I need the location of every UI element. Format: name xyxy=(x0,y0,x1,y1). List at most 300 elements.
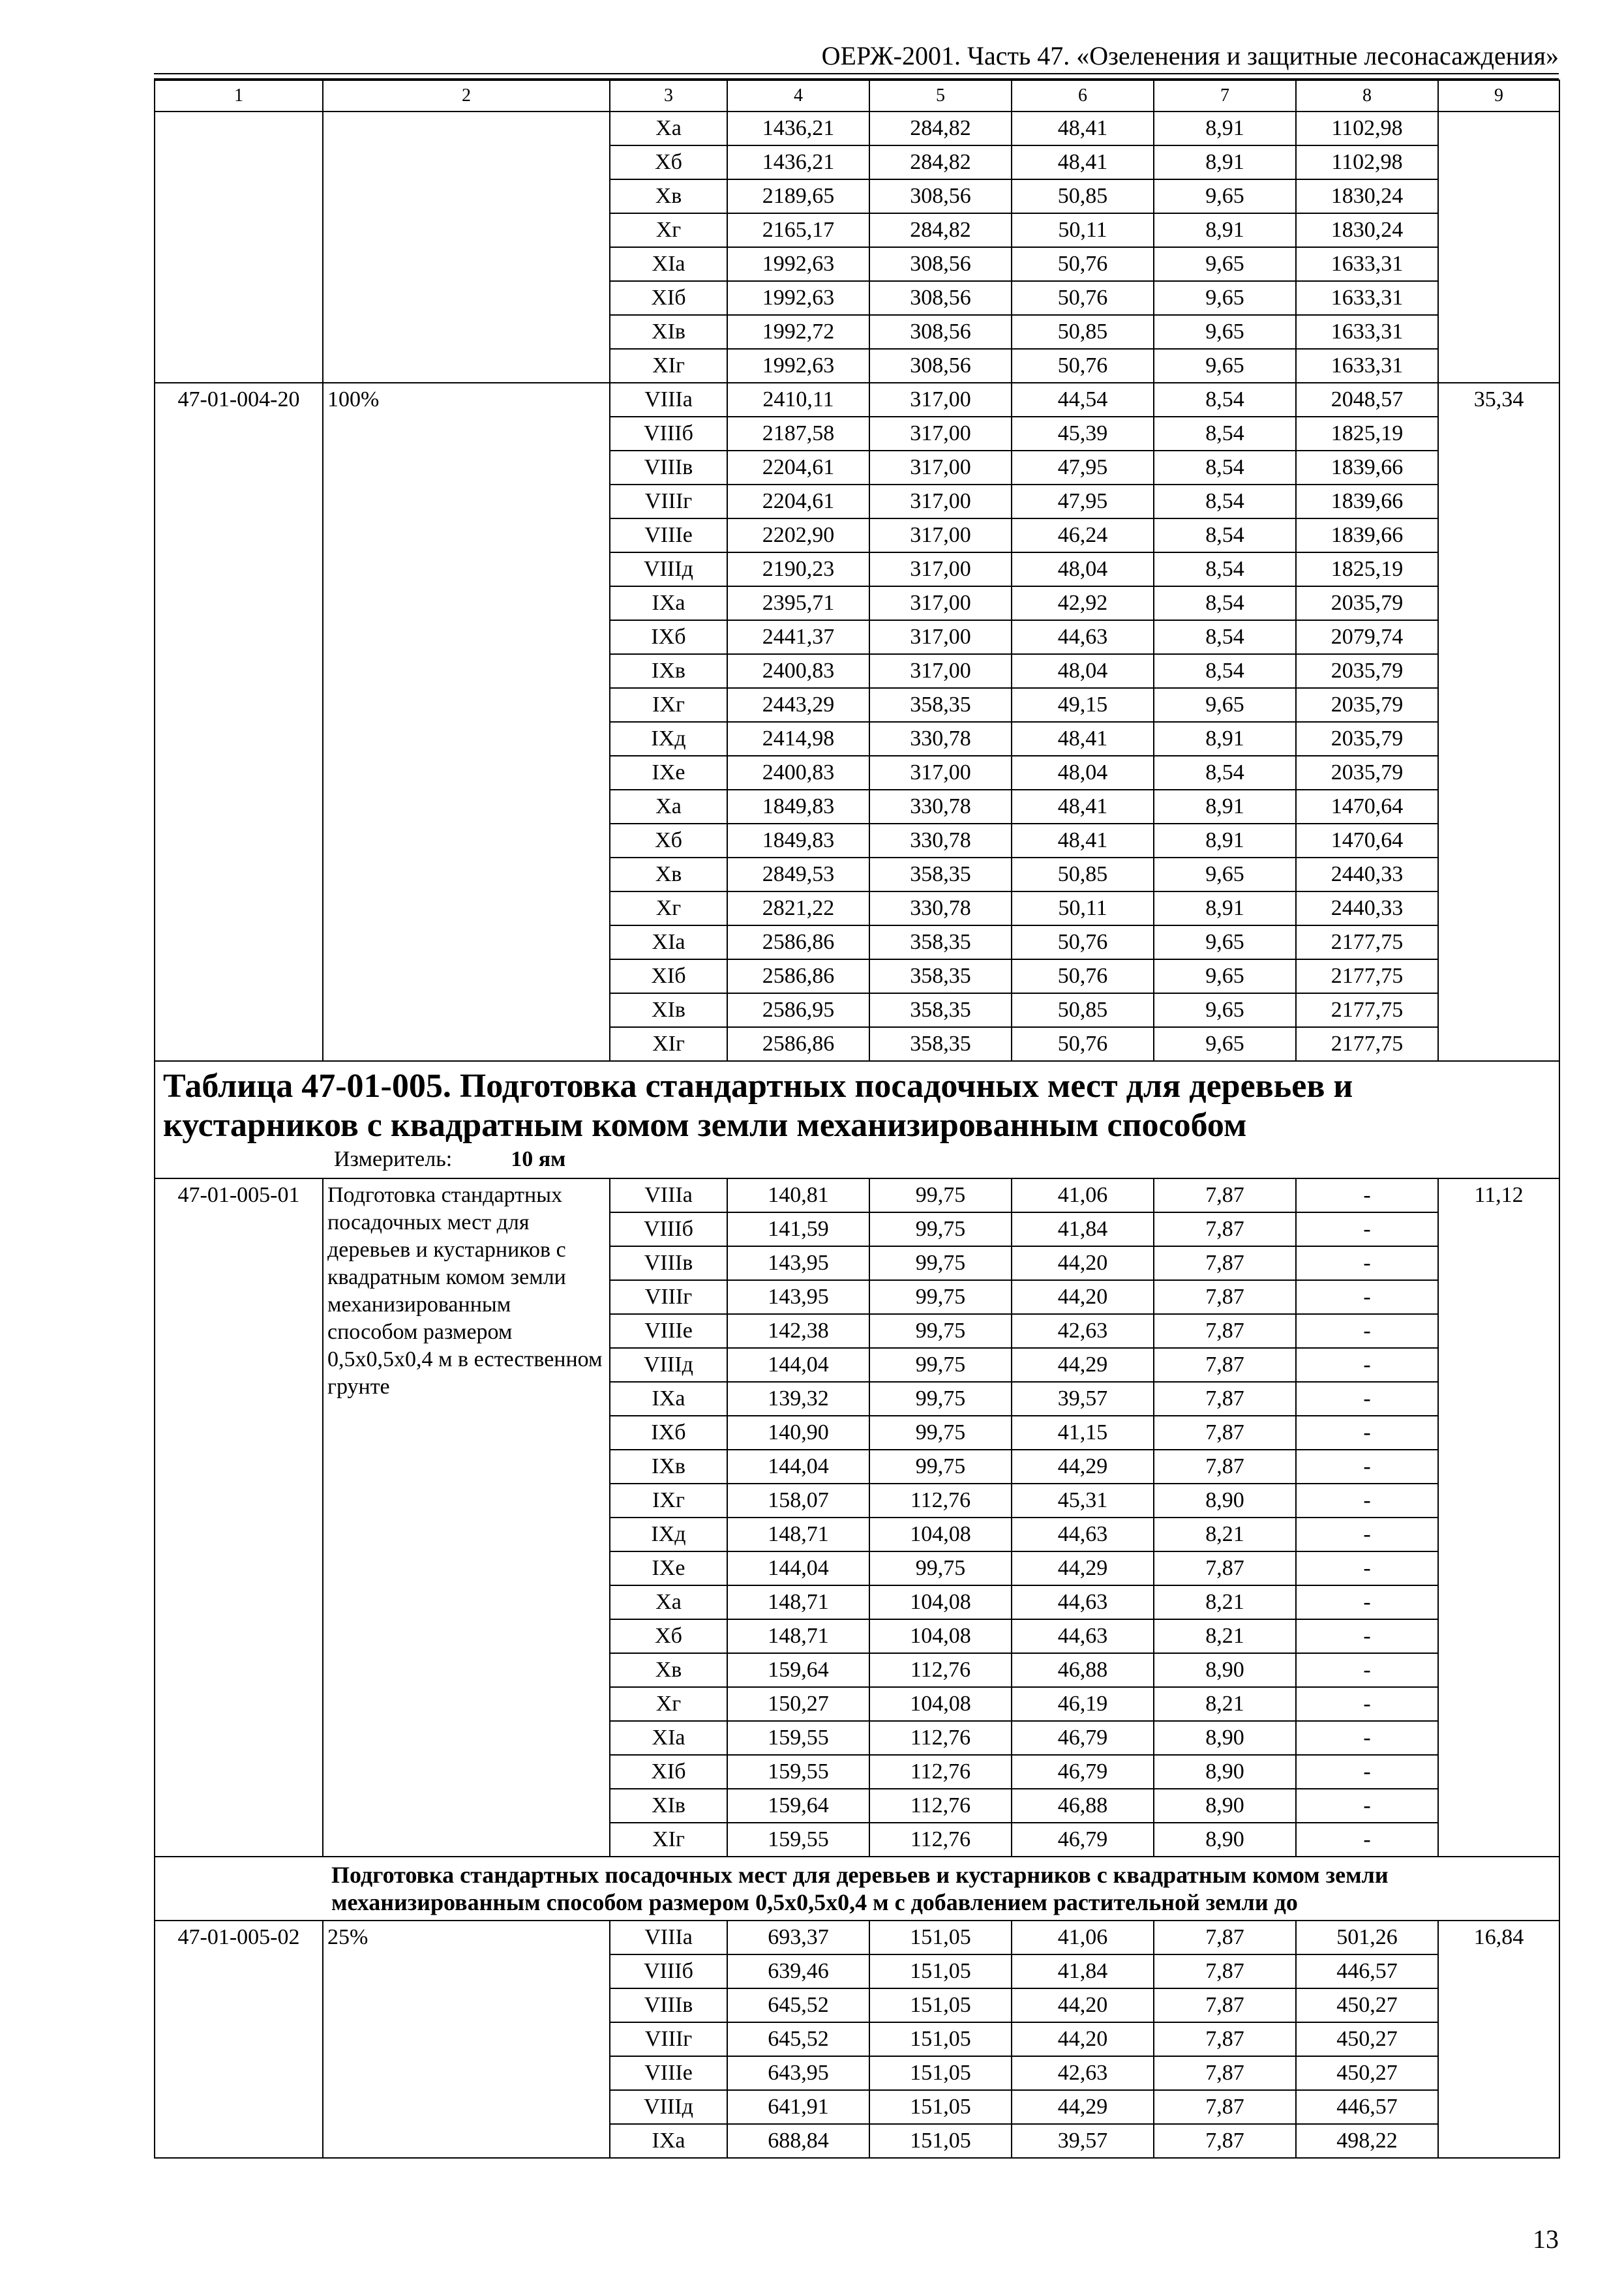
driver-wages-cell: 8,91 xyxy=(1154,145,1296,179)
total-cost-cell: 159,55 xyxy=(727,1823,869,1857)
materials-cell: 1633,31 xyxy=(1296,247,1438,281)
machinery-cell: 42,92 xyxy=(1012,586,1154,620)
total-cost-cell: 2443,29 xyxy=(727,688,869,722)
zone-cell: VIIIг xyxy=(610,1280,727,1314)
total-cost-cell: 639,46 xyxy=(727,1954,869,1988)
zone-cell: IXв xyxy=(610,1450,727,1484)
zone-cell: XIв xyxy=(610,993,727,1027)
machinery-cell: 41,84 xyxy=(1012,1212,1154,1246)
machinery-cell: 50,85 xyxy=(1012,993,1154,1027)
position-name: 100% xyxy=(323,383,610,1061)
materials-cell: 1825,19 xyxy=(1296,552,1438,586)
total-cost-cell: 2189,65 xyxy=(727,179,869,213)
total-cost-cell: 144,04 xyxy=(727,1551,869,1585)
materials-cell: 1102,98 xyxy=(1296,112,1438,145)
machinery-cell: 48,04 xyxy=(1012,552,1154,586)
driver-wages-cell: 7,87 xyxy=(1154,1450,1296,1484)
total-cost-cell: 2400,83 xyxy=(727,654,869,688)
total-cost-cell: 159,55 xyxy=(727,1755,869,1789)
machinery-cell: 44,20 xyxy=(1012,2022,1154,2056)
machinery-cell: 44,20 xyxy=(1012,1280,1154,1314)
wages-cell: 99,75 xyxy=(869,1314,1012,1348)
total-cost-cell: 148,71 xyxy=(727,1518,869,1551)
driver-wages-cell: 9,65 xyxy=(1154,315,1296,349)
materials-cell: - xyxy=(1296,1619,1438,1653)
machinery-cell: 46,79 xyxy=(1012,1721,1154,1755)
wages-cell: 112,76 xyxy=(869,1789,1012,1823)
wages-cell: 330,78 xyxy=(869,790,1012,824)
materials-cell: 2035,79 xyxy=(1296,586,1438,620)
driver-wages-cell: 9,65 xyxy=(1154,349,1296,383)
position-code: 47-01-005-02 xyxy=(155,1921,323,2158)
materials-cell: 1839,66 xyxy=(1296,451,1438,485)
wages-cell: 151,05 xyxy=(869,1954,1012,1988)
header-rule xyxy=(154,73,1559,74)
wages-cell: 99,75 xyxy=(869,1551,1012,1585)
wages-cell: 358,35 xyxy=(869,993,1012,1027)
total-cost-cell: 2821,22 xyxy=(727,891,869,925)
materials-cell: 1825,19 xyxy=(1296,417,1438,451)
machinery-cell: 44,29 xyxy=(1012,1348,1154,1382)
total-cost-cell: 142,38 xyxy=(727,1314,869,1348)
total-cost-cell: 2586,95 xyxy=(727,993,869,1027)
wages-cell: 151,05 xyxy=(869,1921,1012,1954)
total-cost-cell: 148,71 xyxy=(727,1619,869,1653)
zone-cell: Xа xyxy=(610,1585,727,1619)
driver-wages-cell: 8,21 xyxy=(1154,1619,1296,1653)
total-cost-cell: 2849,53 xyxy=(727,858,869,891)
machinery-cell: 46,79 xyxy=(1012,1755,1154,1789)
wages-cell: 104,08 xyxy=(869,1518,1012,1551)
zone-cell: Xб xyxy=(610,145,727,179)
materials-cell: 2177,75 xyxy=(1296,1027,1438,1061)
wages-cell: 284,82 xyxy=(869,213,1012,247)
wages-cell: 308,56 xyxy=(869,349,1012,383)
wages-cell: 99,75 xyxy=(869,1280,1012,1314)
total-cost-cell: 2204,61 xyxy=(727,451,869,485)
materials-cell: 446,57 xyxy=(1296,2090,1438,2124)
total-cost-cell: 159,55 xyxy=(727,1721,869,1755)
materials-cell: 1830,24 xyxy=(1296,179,1438,213)
zone-cell: Xг xyxy=(610,891,727,925)
wages-cell: 308,56 xyxy=(869,247,1012,281)
wages-cell: 284,82 xyxy=(869,112,1012,145)
total-cost-cell: 688,84 xyxy=(727,2124,869,2158)
materials-cell: 1839,66 xyxy=(1296,518,1438,552)
driver-wages-cell: 7,87 xyxy=(1154,1212,1296,1246)
column-number: 5 xyxy=(869,80,1012,112)
machinery-cell: 50,11 xyxy=(1012,213,1154,247)
wages-cell: 151,05 xyxy=(869,2090,1012,2124)
materials-cell: 2035,79 xyxy=(1296,688,1438,722)
wages-cell: 112,76 xyxy=(869,1653,1012,1687)
machinery-cell: 41,15 xyxy=(1012,1416,1154,1450)
wages-cell: 317,00 xyxy=(869,485,1012,518)
driver-wages-cell: 8,90 xyxy=(1154,1484,1296,1518)
driver-wages-cell: 9,65 xyxy=(1154,1027,1296,1061)
wages-cell: 99,75 xyxy=(869,1382,1012,1416)
driver-wages-cell: 9,65 xyxy=(1154,247,1296,281)
materials-cell: - xyxy=(1296,1653,1438,1687)
driver-wages-cell: 8,54 xyxy=(1154,518,1296,552)
zone-cell: IXд xyxy=(610,722,727,756)
wages-cell: 99,75 xyxy=(869,1246,1012,1280)
materials-cell: 450,27 xyxy=(1296,2056,1438,2090)
total-cost-cell: 1992,63 xyxy=(727,281,869,315)
total-cost-cell: 150,27 xyxy=(727,1687,869,1721)
machinery-cell: 41,06 xyxy=(1012,1921,1154,1954)
zone-cell: VIIIб xyxy=(610,417,727,451)
machinery-cell: 48,41 xyxy=(1012,824,1154,858)
materials-cell: 1633,31 xyxy=(1296,349,1438,383)
driver-wages-cell: 7,87 xyxy=(1154,1416,1296,1450)
wages-cell: 330,78 xyxy=(869,891,1012,925)
materials-cell: 2048,57 xyxy=(1296,383,1438,417)
materials-cell: - xyxy=(1296,1721,1438,1755)
zone-cell: XIг xyxy=(610,349,727,383)
labor-cost xyxy=(1438,112,1559,383)
materials-cell: 1633,31 xyxy=(1296,281,1438,315)
machinery-cell: 44,29 xyxy=(1012,2090,1154,2124)
materials-cell: - xyxy=(1296,1755,1438,1789)
materials-cell: - xyxy=(1296,1687,1438,1721)
zone-cell: VIIIа xyxy=(610,1921,727,1954)
zone-cell: Xв xyxy=(610,179,727,213)
column-number: 1 xyxy=(155,80,323,112)
total-cost-cell: 143,95 xyxy=(727,1280,869,1314)
column-number: 8 xyxy=(1296,80,1438,112)
total-cost-cell: 159,64 xyxy=(727,1789,869,1823)
total-cost-cell: 2410,11 xyxy=(727,383,869,417)
zone-cell: IXе xyxy=(610,756,727,790)
wages-cell: 358,35 xyxy=(869,959,1012,993)
zone-cell: VIIIе xyxy=(610,518,727,552)
driver-wages-cell: 9,65 xyxy=(1154,688,1296,722)
total-cost-cell: 2204,61 xyxy=(727,485,869,518)
machinery-cell: 44,29 xyxy=(1012,1551,1154,1585)
wages-cell: 112,76 xyxy=(869,1755,1012,1789)
driver-wages-cell: 8,90 xyxy=(1154,1789,1296,1823)
wages-cell: 308,56 xyxy=(869,315,1012,349)
zone-cell: VIIIг xyxy=(610,2022,727,2056)
table-title xyxy=(155,1061,1559,1178)
position-code: 47-01-005-01 xyxy=(155,1178,323,1857)
zone-cell: IXб xyxy=(610,620,727,654)
machinery-cell: 44,63 xyxy=(1012,1518,1154,1551)
total-cost-cell: 641,91 xyxy=(727,2090,869,2124)
driver-wages-cell: 7,87 xyxy=(1154,2022,1296,2056)
machinery-cell: 49,15 xyxy=(1012,688,1154,722)
materials-cell: - xyxy=(1296,1518,1438,1551)
machinery-cell: 50,76 xyxy=(1012,247,1154,281)
driver-wages-cell: 8,21 xyxy=(1154,1687,1296,1721)
zone-cell: Xа xyxy=(610,790,727,824)
wages-cell: 308,56 xyxy=(869,179,1012,213)
driver-wages-cell: 8,90 xyxy=(1154,1823,1296,1857)
driver-wages-cell: 8,54 xyxy=(1154,417,1296,451)
materials-cell: - xyxy=(1296,1484,1438,1518)
wages-cell: 330,78 xyxy=(869,824,1012,858)
machinery-cell: 50,85 xyxy=(1012,858,1154,891)
zone-cell: Xв xyxy=(610,858,727,891)
machinery-cell: 46,24 xyxy=(1012,518,1154,552)
table-title-row xyxy=(155,1061,1559,1178)
zone-cell: VIIIв xyxy=(610,1988,727,2022)
table-row xyxy=(155,383,1559,417)
price-table xyxy=(154,80,1560,2159)
total-cost-cell: 158,07 xyxy=(727,1484,869,1518)
machinery-cell: 50,11 xyxy=(1012,891,1154,925)
zone-cell: XIб xyxy=(610,959,727,993)
zone-cell: VIIIб xyxy=(610,1954,727,1988)
unit-label: Измеритель: xyxy=(334,1147,453,1171)
zone-cell: IXг xyxy=(610,688,727,722)
column-number: 4 xyxy=(727,80,869,112)
total-cost-cell: 140,81 xyxy=(727,1178,869,1212)
wages-cell: 99,75 xyxy=(869,1416,1012,1450)
zone-cell: IXг xyxy=(610,1484,727,1518)
machinery-cell: 44,63 xyxy=(1012,620,1154,654)
wages-cell: 104,08 xyxy=(869,1585,1012,1619)
materials-cell: 450,27 xyxy=(1296,2022,1438,2056)
machinery-cell: 44,20 xyxy=(1012,1988,1154,2022)
driver-wages-cell: 7,87 xyxy=(1154,1314,1296,1348)
total-cost-cell: 2202,90 xyxy=(727,518,869,552)
materials-cell: 1633,31 xyxy=(1296,315,1438,349)
driver-wages-cell: 9,65 xyxy=(1154,281,1296,315)
machinery-cell: 41,06 xyxy=(1012,1178,1154,1212)
driver-wages-cell: 8,91 xyxy=(1154,824,1296,858)
wages-cell: 317,00 xyxy=(869,552,1012,586)
driver-wages-cell: 8,21 xyxy=(1154,1518,1296,1551)
materials-cell: 1470,64 xyxy=(1296,824,1438,858)
machinery-cell: 46,88 xyxy=(1012,1789,1154,1823)
total-cost-cell: 1849,83 xyxy=(727,790,869,824)
machinery-cell: 39,57 xyxy=(1012,2124,1154,2158)
total-cost-cell: 2165,17 xyxy=(727,213,869,247)
driver-wages-cell: 8,91 xyxy=(1154,722,1296,756)
materials-cell: - xyxy=(1296,1551,1438,1585)
table-row xyxy=(155,112,1559,145)
materials-cell: 2035,79 xyxy=(1296,654,1438,688)
wages-cell: 358,35 xyxy=(869,925,1012,959)
total-cost-cell: 159,64 xyxy=(727,1653,869,1687)
driver-wages-cell: 7,87 xyxy=(1154,1551,1296,1585)
unit-line xyxy=(334,1145,1551,1174)
materials-cell: - xyxy=(1296,1789,1438,1823)
position-code: 47-01-004-20 xyxy=(155,383,323,1061)
column-number: 9 xyxy=(1438,80,1559,112)
driver-wages-cell: 8,90 xyxy=(1154,1755,1296,1789)
total-cost-cell: 2414,98 xyxy=(727,722,869,756)
wages-cell: 358,35 xyxy=(869,1027,1012,1061)
wages-cell: 112,76 xyxy=(869,1823,1012,1857)
driver-wages-cell: 7,87 xyxy=(1154,2056,1296,2090)
zone-cell: VIIIв xyxy=(610,451,727,485)
materials-cell: - xyxy=(1296,1450,1438,1484)
total-cost-cell: 1849,83 xyxy=(727,824,869,858)
page-number: 13 xyxy=(1533,2224,1559,2254)
driver-wages-cell: 7,87 xyxy=(1154,1921,1296,1954)
materials-cell: 498,22 xyxy=(1296,2124,1438,2158)
materials-cell: - xyxy=(1296,1280,1438,1314)
total-cost-cell: 1992,72 xyxy=(727,315,869,349)
machinery-cell: 41,84 xyxy=(1012,1954,1154,1988)
total-cost-cell: 645,52 xyxy=(727,1988,869,2022)
wages-cell: 112,76 xyxy=(869,1484,1012,1518)
wages-cell: 317,00 xyxy=(869,586,1012,620)
zone-cell: XIа xyxy=(610,925,727,959)
column-number: 2 xyxy=(323,80,610,112)
driver-wages-cell: 9,65 xyxy=(1154,858,1296,891)
machinery-cell: 47,95 xyxy=(1012,485,1154,518)
table-title-text: Таблица 47-01-005. Подготовка стандартных посадочных мест для деревьев и кустарников с квадратным комом земли механизированным способом xyxy=(163,1068,1353,1144)
zone-cell: XIв xyxy=(610,1789,727,1823)
machinery-cell: 47,95 xyxy=(1012,451,1154,485)
machinery-cell: 45,39 xyxy=(1012,417,1154,451)
materials-cell: 1470,64 xyxy=(1296,790,1438,824)
driver-wages-cell: 9,65 xyxy=(1154,993,1296,1027)
zone-cell: VIIIе xyxy=(610,2056,727,2090)
zone-cell: IXв xyxy=(610,654,727,688)
total-cost-cell: 1436,21 xyxy=(727,112,869,145)
running-header: ОЕРЖ-2001. Часть 47. «Озеленения и защитные лесонасаждения» xyxy=(821,41,1559,70)
wages-cell: 151,05 xyxy=(869,1988,1012,2022)
driver-wages-cell: 7,87 xyxy=(1154,1988,1296,2022)
machinery-cell: 39,57 xyxy=(1012,1382,1154,1416)
materials-cell: - xyxy=(1296,1585,1438,1619)
zone-cell: VIIIб xyxy=(610,1212,727,1246)
machinery-cell: 42,63 xyxy=(1012,2056,1154,2090)
driver-wages-cell: 7,87 xyxy=(1154,1382,1296,1416)
machinery-cell: 42,63 xyxy=(1012,1314,1154,1348)
zone-cell: Xг xyxy=(610,213,727,247)
materials-cell: 1830,24 xyxy=(1296,213,1438,247)
zone-cell: XIб xyxy=(610,1755,727,1789)
zone-cell: IXа xyxy=(610,586,727,620)
wages-cell: 99,75 xyxy=(869,1212,1012,1246)
materials-cell: - xyxy=(1296,1382,1438,1416)
driver-wages-cell: 9,65 xyxy=(1154,959,1296,993)
machinery-cell: 44,29 xyxy=(1012,1450,1154,1484)
zone-cell: VIIIе xyxy=(610,1314,727,1348)
total-cost-cell: 2400,83 xyxy=(727,756,869,790)
zone-cell: VIIIг xyxy=(610,485,727,518)
driver-wages-cell: 7,87 xyxy=(1154,2090,1296,2124)
machinery-cell: 44,20 xyxy=(1012,1246,1154,1280)
materials-cell: 501,26 xyxy=(1296,1921,1438,1954)
wages-cell: 330,78 xyxy=(869,722,1012,756)
machinery-cell: 50,76 xyxy=(1012,281,1154,315)
machinery-cell: 45,31 xyxy=(1012,1484,1154,1518)
total-cost-cell: 139,32 xyxy=(727,1382,869,1416)
table-row xyxy=(155,1921,1559,1954)
materials-cell: 2177,75 xyxy=(1296,959,1438,993)
materials-cell: 2177,75 xyxy=(1296,993,1438,1027)
total-cost-cell: 693,37 xyxy=(727,1921,869,1954)
driver-wages-cell: 8,54 xyxy=(1154,552,1296,586)
zone-cell: XIа xyxy=(610,1721,727,1755)
materials-cell: - xyxy=(1296,1314,1438,1348)
machinery-cell: 48,41 xyxy=(1012,722,1154,756)
subheading: Подготовка стандартных посадочных мест для деревьев и кустарников с квадратным комом земли механизированным способом размером 0,5х0,5х0,4 м с добавлением растительной земли до xyxy=(155,1857,1559,1921)
driver-wages-cell: 7,87 xyxy=(1154,1246,1296,1280)
machinery-cell: 46,79 xyxy=(1012,1823,1154,1857)
column-number: 7 xyxy=(1154,80,1296,112)
driver-wages-cell: 8,54 xyxy=(1154,451,1296,485)
total-cost-cell: 1992,63 xyxy=(727,349,869,383)
driver-wages-cell: 8,54 xyxy=(1154,620,1296,654)
total-cost-cell: 1992,63 xyxy=(727,247,869,281)
wages-cell: 151,05 xyxy=(869,2056,1012,2090)
materials-cell: 446,57 xyxy=(1296,1954,1438,1988)
zone-cell: XIа xyxy=(610,247,727,281)
materials-cell: - xyxy=(1296,1416,1438,1450)
position-name: Подготовка стандартных посадочных мест для деревьев и кустарников с квадратным комом земли механизированным способом размером 0,5х0,5х0,4 м в естественном грунте xyxy=(323,1178,610,1857)
materials-cell: 450,27 xyxy=(1296,1988,1438,2022)
wages-cell: 317,00 xyxy=(869,756,1012,790)
total-cost-cell: 2187,58 xyxy=(727,417,869,451)
unit-value: 10 ям xyxy=(511,1147,566,1171)
driver-wages-cell: 8,90 xyxy=(1154,1721,1296,1755)
total-cost-cell: 1436,21 xyxy=(727,145,869,179)
materials-cell: 2035,79 xyxy=(1296,756,1438,790)
position-name xyxy=(323,112,610,383)
materials-cell: - xyxy=(1296,1212,1438,1246)
driver-wages-cell: 8,91 xyxy=(1154,891,1296,925)
driver-wages-cell: 7,87 xyxy=(1154,2124,1296,2158)
wages-cell: 317,00 xyxy=(869,518,1012,552)
zone-cell: Xа xyxy=(610,112,727,145)
wages-cell: 317,00 xyxy=(869,383,1012,417)
zone-cell: IXб xyxy=(610,1416,727,1450)
zone-cell: VIIIа xyxy=(610,383,727,417)
machinery-cell: 50,76 xyxy=(1012,959,1154,993)
materials-cell: 2035,79 xyxy=(1296,722,1438,756)
wages-cell: 284,82 xyxy=(869,145,1012,179)
driver-wages-cell: 8,91 xyxy=(1154,790,1296,824)
driver-wages-cell: 8,54 xyxy=(1154,654,1296,688)
wages-cell: 104,08 xyxy=(869,1687,1012,1721)
zone-cell: IXе xyxy=(610,1551,727,1585)
zone-cell: VIIIд xyxy=(610,552,727,586)
machinery-cell: 46,88 xyxy=(1012,1653,1154,1687)
zone-cell: Xв xyxy=(610,1653,727,1687)
labor-cost: 35,34 xyxy=(1438,383,1559,1061)
total-cost-cell: 643,95 xyxy=(727,2056,869,2090)
machinery-cell: 50,76 xyxy=(1012,1027,1154,1061)
driver-wages-cell: 8,54 xyxy=(1154,586,1296,620)
total-cost-cell: 143,95 xyxy=(727,1246,869,1280)
wages-cell: 317,00 xyxy=(869,417,1012,451)
machinery-cell: 44,54 xyxy=(1012,383,1154,417)
machinery-cell: 44,63 xyxy=(1012,1619,1154,1653)
driver-wages-cell: 9,65 xyxy=(1154,179,1296,213)
materials-cell: - xyxy=(1296,1348,1438,1382)
driver-wages-cell: 8,91 xyxy=(1154,112,1296,145)
wages-cell: 308,56 xyxy=(869,281,1012,315)
materials-cell: - xyxy=(1296,1178,1438,1212)
total-cost-cell: 2190,23 xyxy=(727,552,869,586)
machinery-cell: 48,41 xyxy=(1012,145,1154,179)
column-number: 3 xyxy=(610,80,727,112)
machinery-cell: 48,41 xyxy=(1012,112,1154,145)
materials-cell: 2079,74 xyxy=(1296,620,1438,654)
wages-cell: 99,75 xyxy=(869,1450,1012,1484)
machinery-cell: 48,04 xyxy=(1012,654,1154,688)
wages-cell: 104,08 xyxy=(869,1619,1012,1653)
zone-cell: VIIIа xyxy=(610,1178,727,1212)
